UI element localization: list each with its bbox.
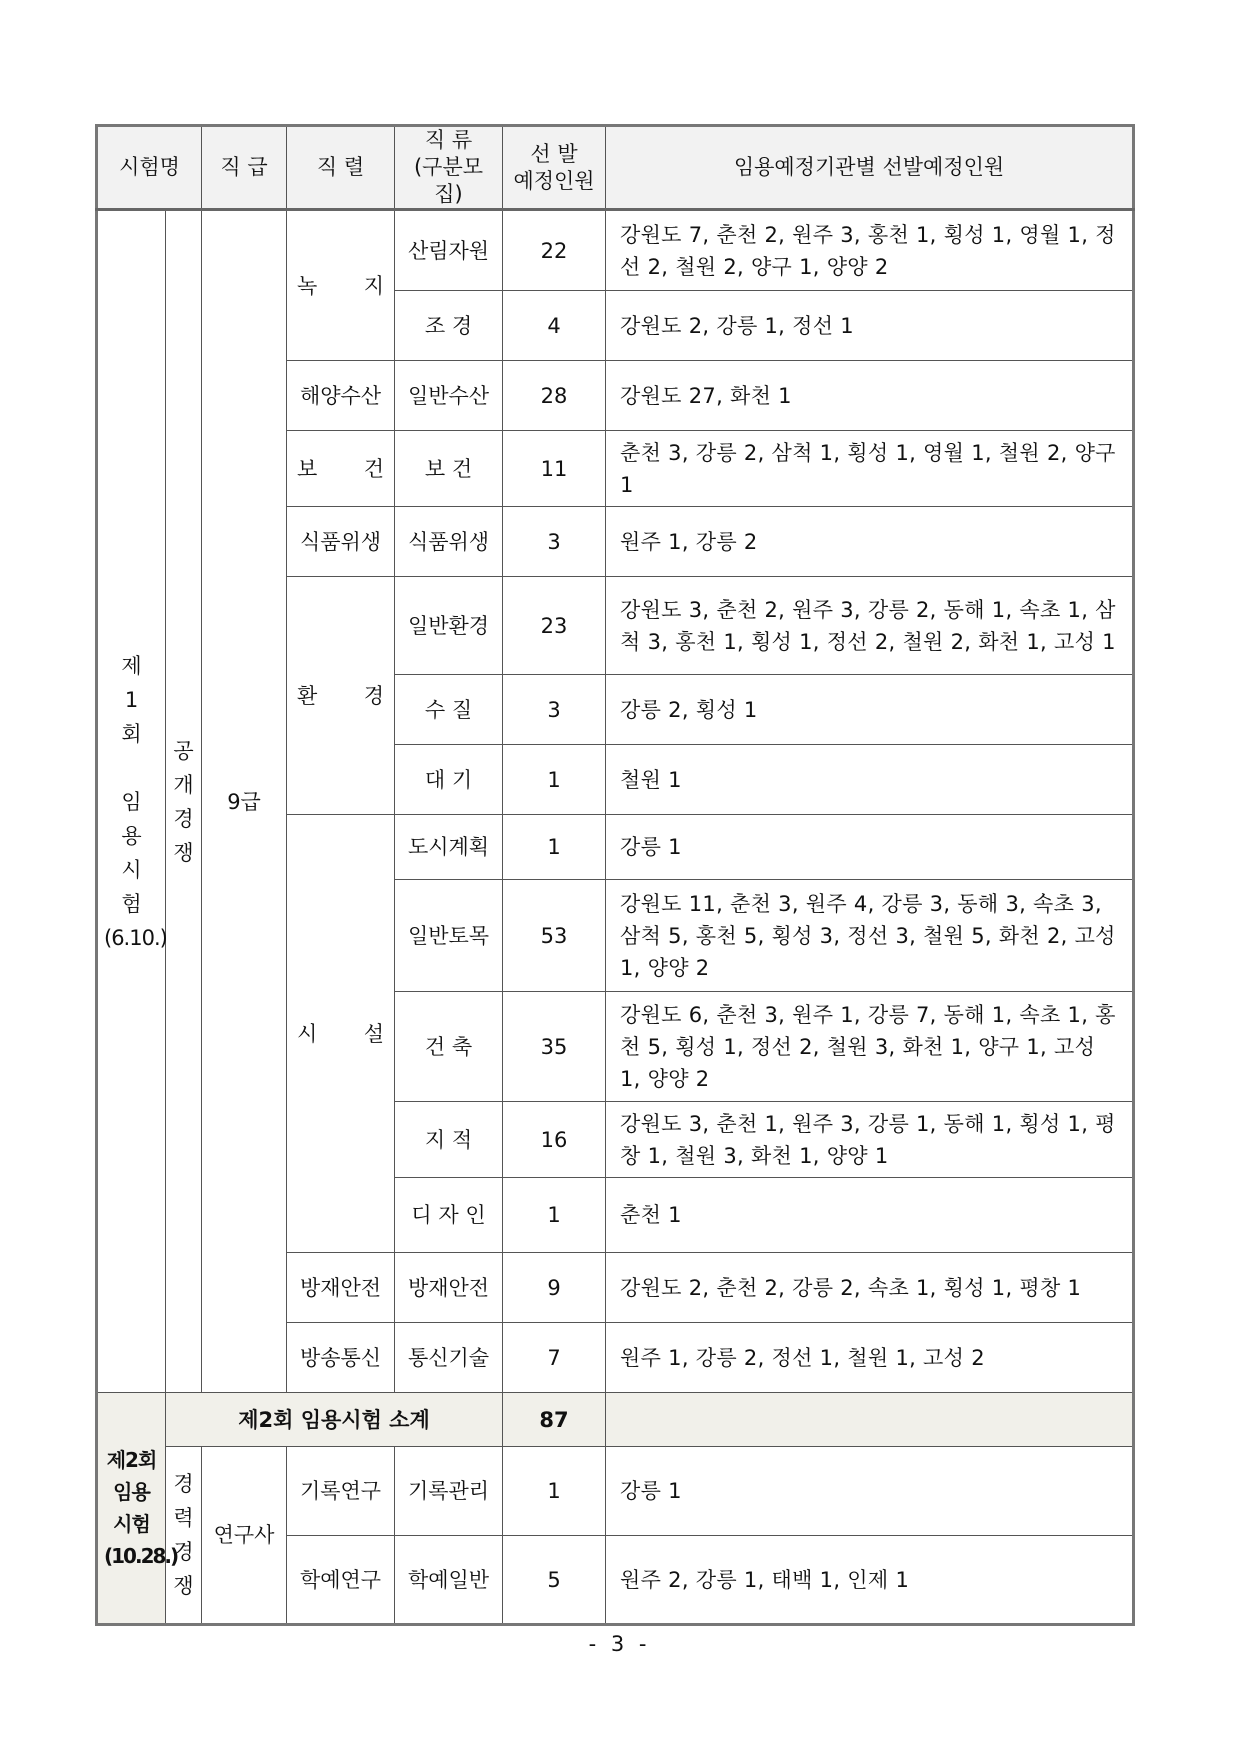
exam2-label-part: (10.28.)	[104, 1544, 178, 1568]
exam1-type-char: 쟁	[173, 840, 194, 865]
exam1-label-char	[104, 751, 159, 785]
detail-cell: 원주 1, 강릉 2	[606, 507, 1134, 577]
exam1-type-char: 경	[173, 806, 194, 831]
detail-cell: 강원도 3, 춘천 2, 원주 3, 강릉 2, 동해 1, 속초 1, 삼척 3, 홍천 1, 횡성 1, 정선 2, 철원 2, 화천 1, 고성 1	[606, 577, 1134, 675]
table-header-row	[97, 126, 1134, 210]
exam1-label	[97, 210, 166, 1393]
class-cell: 지 적	[395, 1102, 503, 1178]
class-cell: 건 축	[395, 992, 503, 1102]
exam1-type	[166, 210, 202, 1393]
detail-cell: 철원 1	[606, 745, 1134, 815]
header-count	[503, 126, 606, 210]
class-cell: 도시계획	[395, 815, 503, 880]
series-bangjae: 방재안전	[287, 1253, 395, 1323]
count-cell: 5	[503, 1536, 606, 1625]
detail-cell: 강릉 1	[606, 815, 1134, 880]
exam1-grade: 9급	[202, 210, 287, 1393]
header-class-line1: 직 류	[424, 128, 473, 152]
exam1-label-char: (6.10.)	[104, 925, 167, 950]
detail-cell: 강원도 2, 강릉 1, 정선 1	[606, 291, 1134, 361]
exam1-label-char: 임	[121, 789, 142, 814]
exam1-label-char: 시	[121, 857, 142, 882]
count-cell: 9	[503, 1253, 606, 1323]
count-cell: 1	[503, 745, 606, 815]
detail-cell: 강원도 6, 춘천 3, 원주 1, 강릉 7, 동해 1, 속초 1, 홍천 5, 횡성 1, 정선 2, 철원 3, 화천 1, 양구 1, 고성 1, 양양 2	[606, 992, 1134, 1102]
detail-cell: 강원도 11, 춘천 3, 원주 4, 강릉 3, 동해 3, 속초 3, 삼척 5, 홍천 5, 횡성 3, 정선 3, 철원 5, 화천 2, 고성 1, 양양 2	[606, 880, 1134, 992]
series-label: 시 설	[297, 1021, 385, 1046]
class-cell: 일반토목	[395, 880, 503, 992]
header-count-line2: 예정인원	[513, 168, 595, 193]
header-grade: 직 급	[202, 126, 287, 210]
table-row	[97, 210, 1134, 291]
recruitment-table	[95, 124, 1135, 1626]
series-bangsong: 방송통신	[287, 1323, 395, 1393]
series-siseol	[287, 815, 395, 1253]
count-cell: 28	[503, 361, 606, 431]
series-girok: 기록연구	[287, 1447, 395, 1536]
class-cell: 디 자 인	[395, 1178, 503, 1253]
exam2-label-part: 제2회	[106, 1448, 157, 1472]
exam2-type-char: 쟁	[173, 1574, 194, 1598]
detail-cell: 춘천 3, 강릉 2, 삼척 1, 횡성 1, 영월 1, 철원 2, 양구 1	[606, 431, 1134, 507]
header-exam: 시험명	[97, 126, 202, 210]
class-cell: 일반수산	[395, 361, 503, 431]
series-label: 환 경	[297, 683, 385, 708]
class-cell: 일반환경	[395, 577, 503, 675]
detail-cell: 원주 1, 강릉 2, 정선 1, 철원 1, 고성 2	[606, 1323, 1134, 1393]
count-cell: 3	[503, 675, 606, 745]
exam1-type-char: 개	[173, 772, 194, 797]
series-label: 보 건	[297, 456, 385, 481]
header-class	[395, 126, 503, 210]
subtotal-label: 제2회 임용시험 소계	[166, 1393, 503, 1447]
count-cell: 1	[503, 1178, 606, 1253]
class-cell: 통신기술	[395, 1323, 503, 1393]
exam1-label-char: 회	[121, 721, 142, 746]
class-cell: 방재안전	[395, 1253, 503, 1323]
header-class-line2: (구분모집)	[413, 155, 484, 206]
count-cell: 4	[503, 291, 606, 361]
exam2-type-char: 경	[173, 1472, 194, 1496]
series-nokji	[287, 210, 395, 361]
exam2-type-char: 력	[173, 1506, 194, 1530]
count-cell: 7	[503, 1323, 606, 1393]
class-cell: 대 기	[395, 745, 503, 815]
class-cell: 수 질	[395, 675, 503, 745]
class-cell: 기록관리	[395, 1447, 503, 1536]
exam2-type	[166, 1447, 202, 1625]
table-row	[97, 1447, 1134, 1536]
exam1-label-char: 1	[124, 687, 139, 712]
exam2-grade: 연구사	[202, 1447, 287, 1625]
class-cell: 보 건	[395, 431, 503, 507]
page-number: - 3 -	[588, 1632, 651, 1656]
header-count-line1: 선 발	[530, 141, 578, 166]
detail-cell: 강릉 2, 횡성 1	[606, 675, 1134, 745]
subtotal-row	[97, 1393, 1134, 1447]
count-cell: 16	[503, 1102, 606, 1178]
detail-cell: 원주 2, 강릉 1, 태백 1, 인제 1	[606, 1536, 1134, 1625]
exam2-label-part: 시험	[113, 1512, 150, 1536]
series-label: 녹 지	[297, 273, 385, 298]
detail-cell: 강원도 2, 춘천 2, 강릉 2, 속초 1, 횡성 1, 평창 1	[606, 1253, 1134, 1323]
exam1-label-char: 험	[121, 891, 142, 916]
detail-cell: 강릉 1	[606, 1447, 1134, 1536]
series-hagye: 학예연구	[287, 1536, 395, 1625]
subtotal-count: 87	[503, 1393, 606, 1447]
count-cell: 35	[503, 992, 606, 1102]
subtotal-detail	[606, 1393, 1134, 1447]
count-cell: 1	[503, 1447, 606, 1536]
exam2-label-part: 임용	[113, 1480, 150, 1504]
exam2-type-char: 경	[173, 1540, 194, 1564]
series-hwangyeong	[287, 577, 395, 815]
count-cell: 23	[503, 577, 606, 675]
detail-cell: 강원도 27, 화천 1	[606, 361, 1134, 431]
detail-cell: 강원도 3, 춘천 1, 원주 3, 강릉 1, 동해 1, 횡성 1, 평창 1, 철원 3, 화천 1, 양양 1	[606, 1102, 1134, 1178]
count-cell: 3	[503, 507, 606, 577]
header-series: 직 렬	[287, 126, 395, 210]
count-cell: 1	[503, 815, 606, 880]
class-cell: 학예일반	[395, 1536, 503, 1625]
class-cell: 식품위생	[395, 507, 503, 577]
count-cell: 53	[503, 880, 606, 992]
count-cell: 22	[503, 210, 606, 291]
header-detail: 임용예정기관별 선발예정인원	[606, 126, 1134, 210]
exam2-label	[97, 1393, 178, 1625]
detail-cell: 강원도 7, 춘천 2, 원주 3, 홍천 1, 횡성 1, 영월 1, 정선 2, 철원 2, 양구 1, 양양 2	[606, 210, 1134, 291]
series-haeyang: 해양수산	[287, 361, 395, 431]
series-sikpum: 식품위생	[287, 507, 395, 577]
class-cell: 조 경	[395, 291, 503, 361]
exam1-type-char: 공	[173, 738, 194, 763]
exam1-label-char: 용	[121, 823, 142, 848]
detail-cell: 춘천 1	[606, 1178, 1134, 1253]
series-bogeon	[287, 431, 395, 507]
class-cell: 산림자원	[395, 210, 503, 291]
count-cell: 11	[503, 431, 606, 507]
exam1-label-char: 제	[121, 653, 142, 678]
